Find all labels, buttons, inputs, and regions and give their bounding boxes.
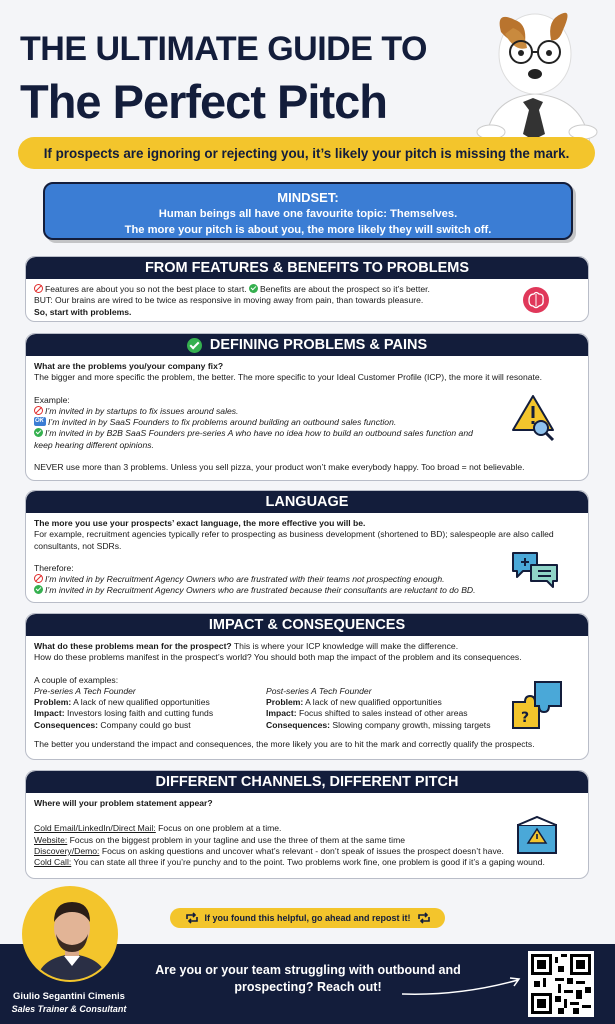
col2-title: Post-series A Tech Founder xyxy=(266,685,372,696)
channels-heading: DIFFERENT CHANNELS, DIFFERENT PITCH xyxy=(26,771,588,793)
channel4-text: You can state all three if you’re punchy and to the point. Two problems work fine, one problem is good if it’s a gaping wound. xyxy=(71,857,545,868)
language-heading: LANGUAGE xyxy=(26,491,588,513)
channel3-label: Discovery/Demo: xyxy=(34,845,100,856)
impact-closing: The better you understand the impact and consequences, the more likely you are to hit the mark and correctly qualify the prospects. xyxy=(34,739,535,750)
problems-ex3: I’m invited in by B2B SaaS Founders pre-series A who have no idea how to build an outbound sales function and keep hearing different opinions. xyxy=(34,428,473,450)
dog-mascot-icon xyxy=(465,2,605,144)
prohibited-icon xyxy=(34,406,43,415)
channel2-label: Website: xyxy=(34,834,68,845)
features-line1b: Benefits are about the prospect so it’s better. xyxy=(260,284,430,294)
mindset-box xyxy=(43,182,573,240)
ok-icon xyxy=(34,417,46,426)
problem-label: Problem: xyxy=(34,697,72,708)
features-line3: So, start with problems. xyxy=(34,306,132,317)
mindset-line2: The more your pitch is about you, the more likely they will switch off. xyxy=(124,224,492,236)
check-icon xyxy=(249,284,258,293)
consequences-label: Consequences: xyxy=(34,719,98,730)
headline-banner: If prospects are ignoring or rejecting you, it’s likely your pitch is missing the mark. xyxy=(18,137,595,169)
qr-code[interactable] xyxy=(528,951,594,1017)
impact-line2: How do these problems manifest in the prospect’s world? You should both map the impact of the problem and its consequences. xyxy=(34,652,522,663)
impact-label: Impact: xyxy=(266,708,297,719)
channels-question: Where will your problem statement appear? xyxy=(34,798,213,808)
problems-card xyxy=(25,333,589,481)
impact-lead-bold: What do these problems mean for the prospect? xyxy=(34,641,232,651)
mail-warning-icon xyxy=(516,815,558,855)
mindset-heading: MINDSET: xyxy=(277,190,339,205)
repost-icon xyxy=(185,912,199,924)
repost-icon xyxy=(417,912,431,924)
impact-lead-rest: This is where your ICP knowledge will make the difference. xyxy=(231,641,459,651)
mindset-line1: Human beings all have one favourite topic: Themselves. xyxy=(158,208,458,220)
author-role: Sales Trainer & Consultant xyxy=(11,1004,127,1014)
language-card xyxy=(25,490,589,603)
puzzle-icon xyxy=(511,680,563,732)
impact-label: Impact: xyxy=(34,708,65,719)
impact-card xyxy=(25,613,589,760)
col1-problem: A lack of new qualified opportunities xyxy=(71,697,210,708)
warning-search-icon xyxy=(511,392,559,442)
impact-heading: IMPACT & CONSEQUENCES xyxy=(26,614,588,636)
features-line2: BUT: Our brains are wired to be twice as responsive in moving away from pain, than towards pleasure. xyxy=(34,295,424,306)
features-heading: FROM FEATURES & BENEFITS TO PROBLEMS xyxy=(26,257,588,279)
prohibited-icon xyxy=(34,574,43,583)
check-icon xyxy=(187,338,202,353)
chat-bubbles-icon xyxy=(511,549,559,589)
features-line1a: Features are about you so not the best place to start. xyxy=(45,284,247,294)
title-line1: THE ULTIMATE GUIDE TO xyxy=(20,30,427,68)
col1-consequences: Company could go bust xyxy=(98,719,191,730)
prohibited-icon xyxy=(34,284,43,293)
problems-question: What are the problems you/your company fix? xyxy=(34,361,224,371)
therefore-label: Therefore: xyxy=(34,562,74,573)
brain-icon xyxy=(521,285,551,315)
col1-title: Pre-series A Tech Founder xyxy=(34,685,136,696)
problems-ex1: I’m invited in by startups to fix issues around sales. xyxy=(45,405,239,416)
consequences-label: Consequences: xyxy=(266,719,330,730)
examples-label: A couple of examples: xyxy=(34,674,119,685)
arrow-icon xyxy=(400,972,524,998)
cta-line1: Are you or your team struggling with outbound and xyxy=(155,963,461,977)
language-text: For example, recruitment agencies typically refer to prospecting as business development (shortened to BD); salespeople are also called consultants, not SDRs. xyxy=(34,529,554,551)
channel4-label: Cold Call: xyxy=(34,857,72,868)
repost-text: If you found this helpful, go ahead and repost it! xyxy=(204,913,411,923)
channel1-label: Cold Email/LinkedIn/Direct Mail: xyxy=(34,823,156,834)
problem-label: Problem: xyxy=(266,697,304,708)
channel2-text: Focus on the biggest problem in your tagline and use the three of them at the same time xyxy=(67,834,406,845)
check-icon xyxy=(34,428,43,437)
problems-heading: DEFINING PROBLEMS & PAINS xyxy=(209,337,428,353)
col1-impact: Investors losing faith and cutting funds xyxy=(64,708,214,719)
col2-consequences: Slowing company growth, missing targets xyxy=(330,719,491,730)
problems-ex2: I’m invited in by SaaS Founders to fix problems around building an outbound sales function. xyxy=(48,417,397,428)
channel3-text: Focus on asking questions and uncover what’s relevant - don’t speak of issues the prospect doesn’t have. xyxy=(99,845,504,856)
svg-text:?: ? xyxy=(521,710,530,726)
col2-problem: A lack of new qualified opportunities xyxy=(303,697,442,708)
cta-line2: prospecting? Reach out! xyxy=(234,980,382,994)
example-label: Example: xyxy=(34,394,70,405)
channels-card xyxy=(25,770,589,879)
language-lead: The more you use your prospects’ exact language, the more effective you will be. xyxy=(34,518,366,528)
language-ex2: I’m invited in by Recruitment Agency Owners who are frustrated because their consultants are reluctant to do BD. xyxy=(45,585,476,596)
language-ex1: I’m invited in by Recruitment Agency Owners who are frustrated with their teams not prospecting enough. xyxy=(45,574,445,585)
avatar xyxy=(22,886,118,982)
col2-impact: Focus shifted to sales instead of other areas xyxy=(296,708,468,719)
features-card xyxy=(25,256,589,322)
title-line2: The Perfect Pitch xyxy=(20,75,387,128)
problems-question-text: The bigger and more specific the problem, the better. The more specific to your Ideal Customer Profile (ICP), the more it will resonate. xyxy=(34,372,543,383)
problems-never: NEVER use more than 3 problems. Unless you sell pizza, your product won’t make everybody happy. Too broad = not believable. xyxy=(34,462,525,473)
channel1-text: Focus on one problem at a time. xyxy=(155,823,282,834)
check-icon xyxy=(34,585,43,594)
repost-banner[interactable] xyxy=(170,908,445,928)
author-name: Giulio Segantini Cimenis xyxy=(13,991,125,1002)
